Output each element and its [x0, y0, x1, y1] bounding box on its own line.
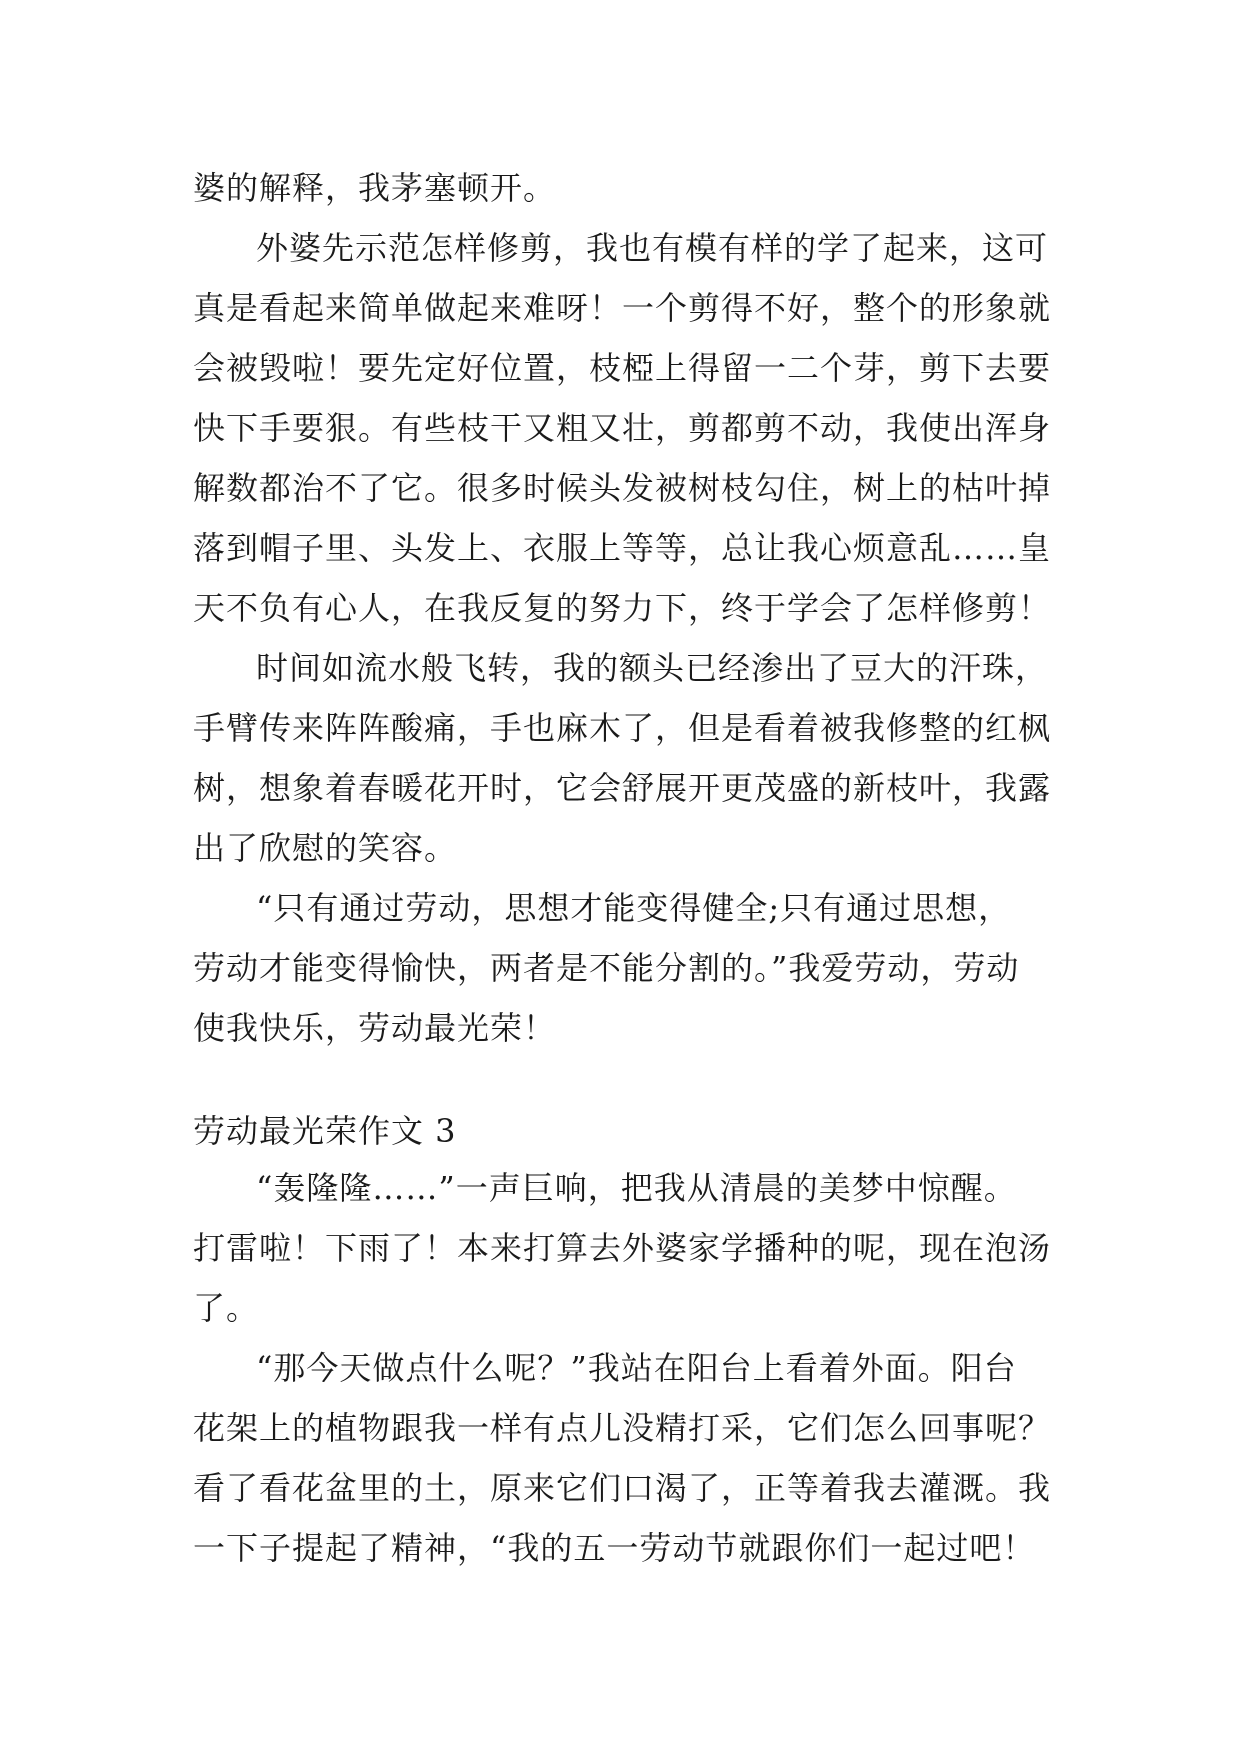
paragraph-line: 解数都治不了它。很多时候头发被树枝勾住，树上的枯叶掉 — [193, 469, 1052, 507]
paragraph-line: 天不负有心人，在我反复的努力下，终于学会了怎样修剪！ — [193, 589, 1052, 627]
paragraph-line: 了。 — [193, 1289, 260, 1327]
paragraph-line: “只有通过劳动，思想才能变得健全;只有通过思想， — [256, 889, 1012, 927]
paragraph-line: “轰隆隆……”一声巨响，把我从清晨的美梦中惊醒。 — [256, 1169, 1017, 1207]
paragraph-line: 劳动才能变得愉快，两者是不能分割的。”我爱劳动，劳动 — [193, 949, 1020, 987]
paragraph-line: 树，想象着春暖花开时，它会舒展开更茂盛的新枝叶，我露 — [193, 769, 1052, 807]
paragraph-line: 落到帽子里、头发上、衣服上等等，总让我心烦意乱……皇 — [193, 529, 1052, 567]
section-heading: 劳动最光荣作文 3 — [193, 1112, 457, 1150]
paragraph-line: 手臂传来阵阵酸痛，手也麻木了，但是看着被我修整的红枫 — [193, 709, 1052, 747]
paragraph-line: 看了看花盆里的土，原来它们口渴了，正等着我去灌溉。我 — [193, 1469, 1052, 1507]
paragraph-line: 快下手要狠。有些枝干又粗又壮，剪都剪不动，我使出浑身 — [193, 409, 1052, 447]
paragraph-line: 真是看起来简单做起来难呀！一个剪得不好，整个的形象就 — [193, 289, 1052, 327]
paragraph-line: 使我快乐，劳动最光荣！ — [193, 1009, 557, 1047]
paragraph-line: 婆的解释，我茅塞顿开。 — [193, 169, 557, 207]
paragraph-line: 出了欣慰的笑容。 — [193, 829, 458, 867]
paragraph-line: 一下子提起了精神，“我的五一劳动节就跟你们一起过吧！ — [193, 1529, 1036, 1567]
paragraph-line: 时间如流水般飞转，我的额头已经渗出了豆大的汗珠， — [256, 649, 1049, 687]
paragraph-line: 花架上的植物跟我一样有点儿没精打采，它们怎么回事呢？ — [193, 1409, 1052, 1447]
paragraph-line: 打雷啦！下雨了！本来打算去外婆家学播种的呢，现在泡汤 — [193, 1229, 1052, 1267]
paragraph-line: 会被毁啦！要先定好位置，枝椏上得留一二个芽，剪下去要 — [193, 349, 1052, 387]
paragraph-line: 外婆先示范怎样修剪，我也有模有样的学了起来，这可 — [256, 229, 1049, 267]
paragraph-line: “那今天做点什么呢？”我站在阳台上看着外面。阳台 — [256, 1349, 1017, 1387]
